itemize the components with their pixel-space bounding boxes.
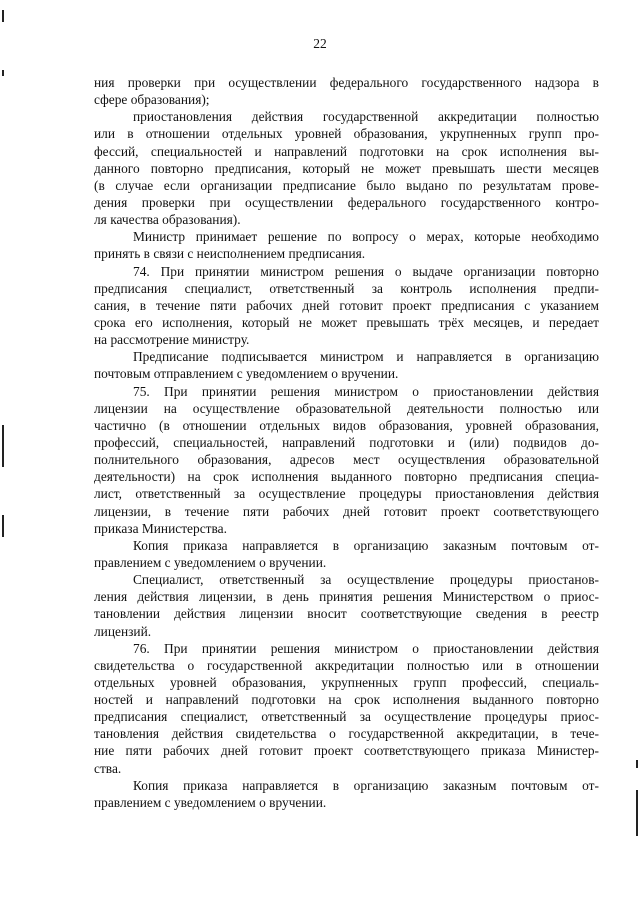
text-line: лицензии на осуществление образовательной деятельности полностью или xyxy=(94,400,599,416)
text-line: свидетельства о государственной аккредитации полностью или в отношении xyxy=(94,657,599,673)
text-line: фессий, специальностей и направлений подготовки на срок исполнения вы- xyxy=(94,143,599,159)
page-number: 22 xyxy=(313,36,327,51)
text-line: ностей и направлений подготовки на срок исполнения выданного повторно xyxy=(94,692,599,708)
text-line: предписания специалист, ответственный за осуществление процедуры приос- xyxy=(94,709,599,725)
text-line: профессий, специальностей, направлений подготовки и (или) подвидов до- xyxy=(94,434,599,450)
text-line: правлением с уведомлением о вручении. xyxy=(94,554,327,570)
text-line: Министр принимает решение по вопросу о мерах, которые необходимо xyxy=(133,229,599,245)
text-line: на рассмотрение министру. xyxy=(94,332,250,348)
text-line: лицензий. xyxy=(94,623,152,639)
text-line: Предписание подписывается министром и направляется в организацию xyxy=(133,349,599,365)
text-line: почтовым отправлением с уведомлением о вручении. xyxy=(94,366,399,382)
text-line: предписания специалист, ответственный за контроль исполнения предпи- xyxy=(94,280,599,296)
text-line: приостановления действия государственной аккредитации полностью xyxy=(133,109,599,125)
scan-artifact-mark xyxy=(2,10,4,22)
text-line: приказа Министерства. xyxy=(94,520,227,536)
scan-artifact-mark xyxy=(636,790,638,836)
text-line: дения проверки при осуществлении федерального государственного контро- xyxy=(94,194,599,210)
text-line: тановлении действия лицензии вносит соответствующие сведения в реестр xyxy=(94,606,599,622)
text-line: ства. xyxy=(94,760,122,776)
scan-artifact-mark xyxy=(2,70,4,76)
text-line: отдельных уровней образования, укрупненных групп профессий, специаль- xyxy=(94,674,599,690)
text-line: деятельности) на срок исполнения выданного повторно предписания специа- xyxy=(94,469,599,485)
scan-artifact-mark xyxy=(636,760,638,768)
text-line: частично (в отношении отдельных видов образования, уровней образования, xyxy=(94,417,599,433)
text-line: правлением с уведомлением о вручении. xyxy=(94,794,327,810)
text-line: принять в связи с неисполнением предписания. xyxy=(94,246,366,262)
text-line: Копия приказа направляется в организацию заказным почтовым от- xyxy=(133,537,599,553)
text-line: 74. При принятии министром решения о выдаче организации повторно xyxy=(133,263,599,279)
text-line: сания, в течение пяти рабочих дней готовит проект предписания с указанием xyxy=(94,297,599,313)
scan-artifact-mark xyxy=(2,515,4,537)
scan-artifact-mark xyxy=(2,425,4,467)
text-line: лист, ответственный за осуществление процедуры приостановления действия xyxy=(94,486,599,502)
text-line: 76. При принятии решения министром о приостановлении действия xyxy=(133,640,599,656)
text-line: лицензии, в течение пяти рабочих дней готовит проект соответствующего xyxy=(94,503,599,519)
text-line: срока его исполнения, который не может превышать трёх месяцев, и передает xyxy=(94,314,599,330)
text-line: ния проверки при осуществлении федерального государственного надзора в xyxy=(94,75,599,90)
text-line: Копия приказа направляется в организацию заказным почтовым от- xyxy=(133,777,599,793)
text-line: (в случае если организации предписание было выдано по результатам прове- xyxy=(94,177,599,193)
text-line: 75. При принятии решения министром о приостановлении действия xyxy=(133,383,599,399)
text-line: данного повторно предписания, который не может превышать шести месяцев xyxy=(94,160,599,176)
text-line: сфере образования); xyxy=(94,92,210,108)
document-body xyxy=(94,74,599,811)
text-line: тановления действия свидетельства о государственной аккредитации, в тече- xyxy=(94,726,599,742)
text-line: ления действия лицензии, в день принятия решения Министерством о приос- xyxy=(94,589,599,605)
text-line: ние пяти рабочих дней готовит проект соответствующего приказа Министер- xyxy=(94,743,599,759)
text-line: Специалист, ответственный за осуществление процедуры приостанов- xyxy=(133,572,599,588)
text-line: или в отношении отдельных уровней образования, укрупненных групп про- xyxy=(94,126,599,142)
text-line: полнительного образования, адресов мест осуществления образовательной xyxy=(94,452,599,468)
text-line: ля качества образования). xyxy=(94,212,241,228)
